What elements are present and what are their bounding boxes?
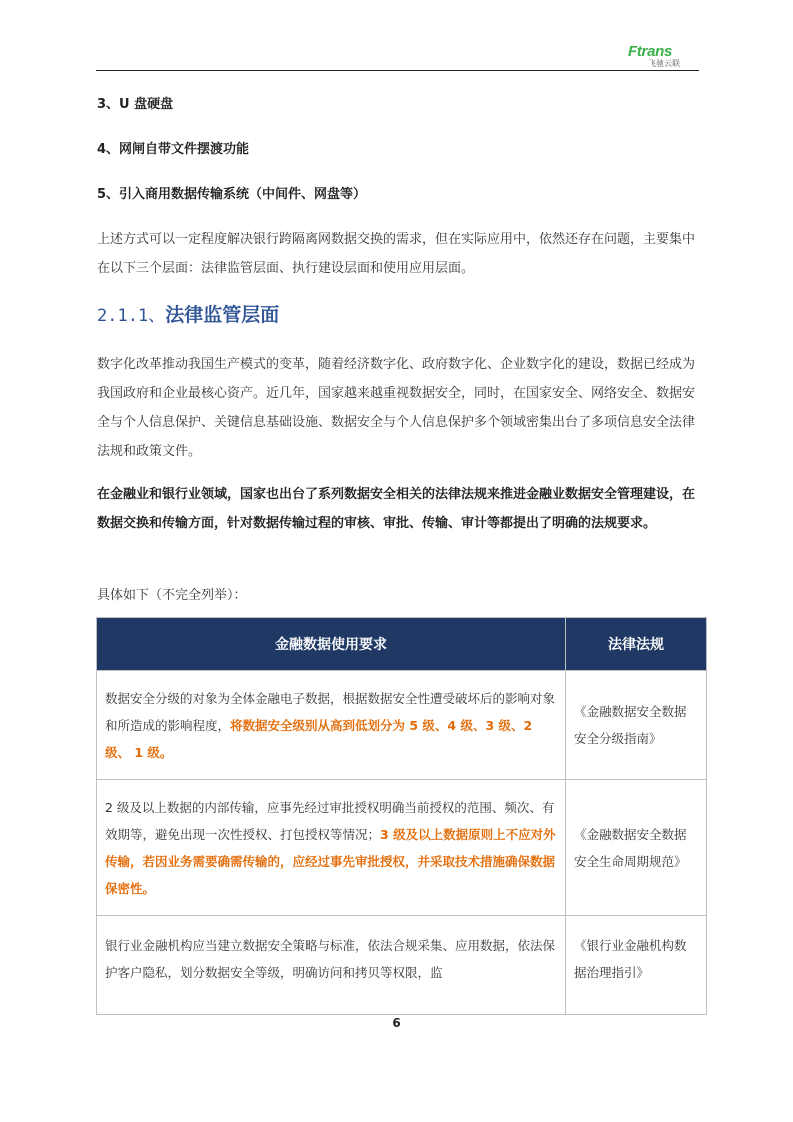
body-paragraph-bold: 在金融业和银行业领域，国家也出台了系列数据安全相关的法律法规来推进金融业数据安全管理建设，在数据交换和传输方面，针对数据传输过程的审核、审批、传输、审计等都提出了明确的法规要求。 [97, 487, 696, 531]
table-row [97, 671, 707, 780]
section-number: 2.1.1、 [97, 306, 166, 326]
list-item-commercial-transfer: 5、引入商用数据传输系统（中间件、网盘等） [97, 187, 367, 202]
body-paragraph-1: 数字化改革推动我国生产模式的变革，随着经济数字化、政府数字化、企业数字化的建设，数据已经成为我国政府和企业最核心资产。近几年，国家越来越重视数据安全，同时，在国家安全、网络安全、数据安全与个人信息保护、关键信息基础设施、数据安全与个人信息保护多个领域密集出台了多项信息安全法律法规和政策文件。 [97, 357, 696, 459]
list-item-usb-drive: 3、U 盘硬盘 [97, 97, 174, 112]
requirement-text: 银行业金融机构应当建立数据安全策略与标准，依法合规采集、应用数据，依法保护客户隐私，划分数据安全等级，明确访问和拷贝等权限，监 [105, 938, 556, 980]
table-cell-requirement [97, 671, 566, 780]
law-title: 《银行业金融机构数据治理指引》 [574, 938, 687, 980]
table-cell-requirement [97, 780, 566, 916]
table-cell-law [566, 671, 707, 780]
table-cell-requirement [97, 916, 566, 1015]
header-divider [96, 70, 699, 71]
requirement-highlight: 3 级及以上数据原则上不应对外传输，若因业务需要确需传输的，应经过事先审批授权，并采取技术措施确保数据保密性。 [105, 826, 556, 896]
regulation-table [96, 617, 707, 1015]
intro-paragraph: 上述方式可以一定程度解决银行跨隔离网数据交换的需求，但在实际应用中，依然还存在问题，主要集中在以下三个层面：法律监管层面、执行建设层面和使用应用层面。 [97, 232, 696, 276]
table-header-law: 法律法规 [566, 618, 707, 671]
table-cell-law [566, 916, 707, 1015]
table-cell-law [566, 780, 707, 916]
table-header-requirements: 金融数据使用要求 [97, 618, 566, 671]
page-number: 6 [392, 1016, 401, 1030]
section-heading [97, 302, 279, 329]
table-header-row [97, 618, 707, 671]
section-title: 法律监管层面 [165, 304, 280, 326]
table-row [97, 780, 707, 916]
table-row [97, 916, 707, 1015]
list-item-gateway-ferry: 4、网闸自带文件摆渡功能 [97, 142, 250, 157]
requirement-text: 数据安全分级的对象为全体金融电子数据，根据数据安全性遭受破坏后的影响对象和所造成的影响程度， [105, 690, 556, 733]
ftrans-logo [628, 44, 698, 68]
law-title: 《金融数据安全数据安全生命周期规范》 [574, 826, 687, 869]
table-intro-text: 具体如下（不完全列举）： [97, 588, 247, 603]
requirement-highlight: 将数据安全级别从高到低划分为 5 级、4 级、3 级、2 级、 1 级。 [105, 717, 533, 760]
logo-subtext: 飞驰云联 [648, 59, 680, 68]
requirement-text: 2 级及以上数据的内部传输，应事先经过审批授权明确当前授权的范围、频次、有效期等，避免出现一次性授权、打包授权等情况； [105, 799, 555, 842]
logo-wordmark: Ftrans [628, 43, 673, 60]
law-title: 《金融数据安全数据安全分级指南》 [574, 704, 687, 746]
